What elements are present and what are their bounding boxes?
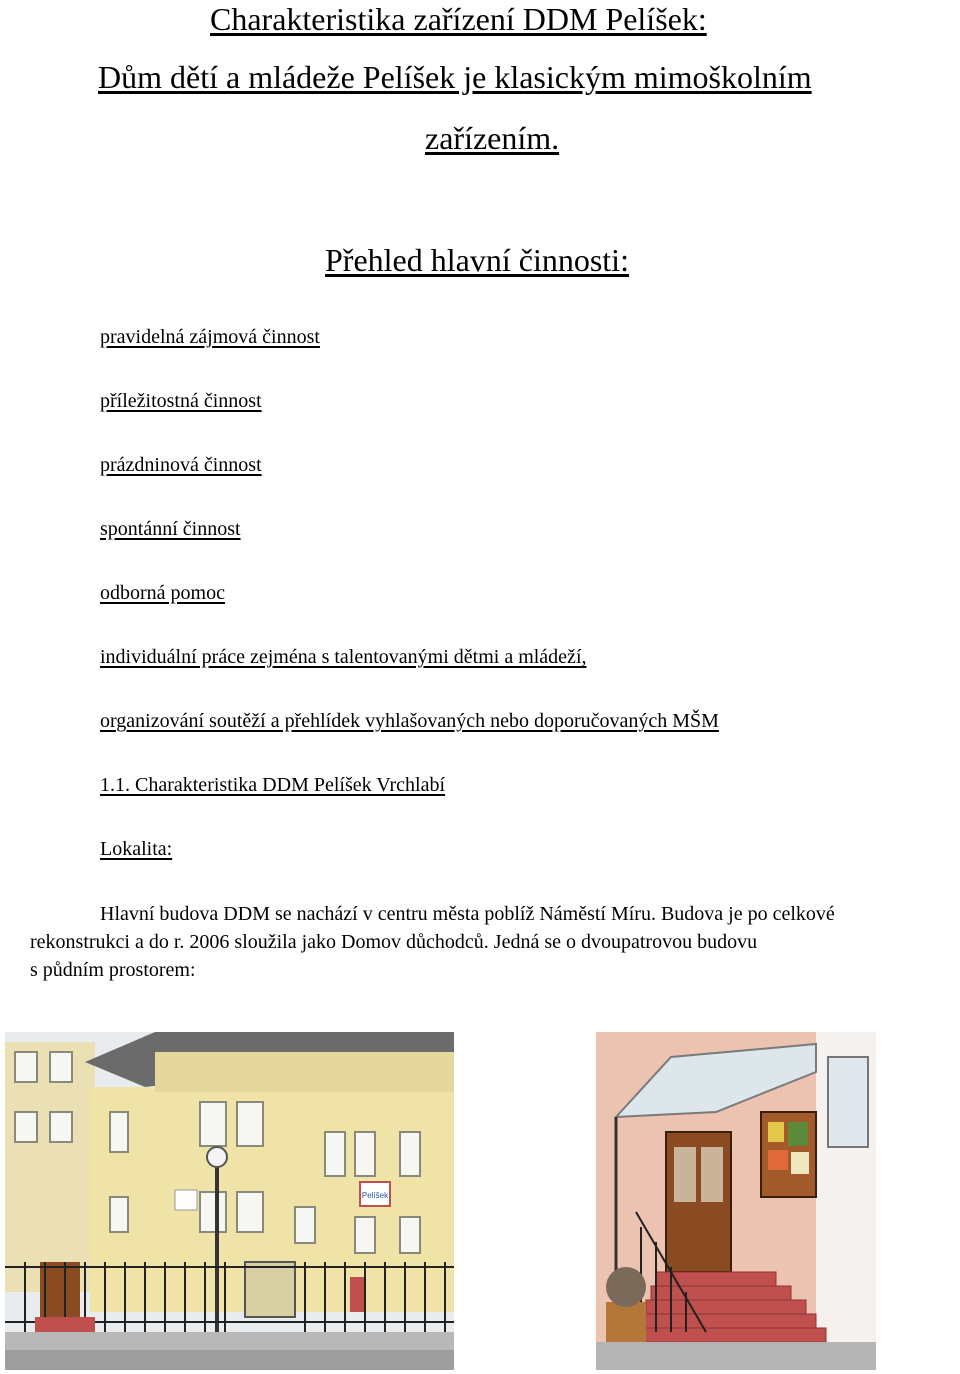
list-item: odborná pomoc (100, 582, 225, 604)
building-photo (5, 1032, 454, 1370)
list-item: prázdninová činnost (100, 454, 262, 476)
entrance-photo-icon (596, 1032, 876, 1370)
section-heading: Přehled hlavní činnosti: (325, 242, 629, 278)
paragraph-line1: Hlavní budova DDM se nachází v centru města poblíž Náměstí Míru. Budova je po celkové (100, 903, 835, 925)
intro-heading-line1: Dům dětí a mládeže Pelíšek je klasickým mimoškolním (98, 59, 812, 95)
list-item: pravidelná zájmová činnost (100, 326, 320, 348)
list-item: individuální práce zejména s talentovanými dětmi a mládeží, (100, 646, 587, 668)
paragraph-line3: s půdním prostorem: (30, 959, 196, 981)
list-item: příležitostná činnost (100, 390, 262, 412)
page-title: Charakteristika zařízení DDM Pelíšek: (210, 1, 707, 37)
intro-heading-line2: zařízením. (425, 120, 560, 156)
list-item: spontánní činnost (100, 518, 241, 540)
entrance-photo (596, 1032, 876, 1370)
building-sign-text: Pelíšek (361, 1191, 389, 1200)
building-photo-icon (5, 1032, 454, 1370)
list-item: organizování soutěží a přehlídek vyhlašovaných nebo doporučovaných MŠM (100, 710, 719, 732)
subsection-heading: 1.1. Charakteristika DDM Pelíšek Vrchlabí (100, 774, 446, 796)
location-label: Lokalita: (100, 838, 173, 860)
paragraph-line2: rekonstrukci a do r. 2006 sloužila jako Domov důchodců. Jedná se o dvoupatrovou budovu (30, 931, 758, 953)
